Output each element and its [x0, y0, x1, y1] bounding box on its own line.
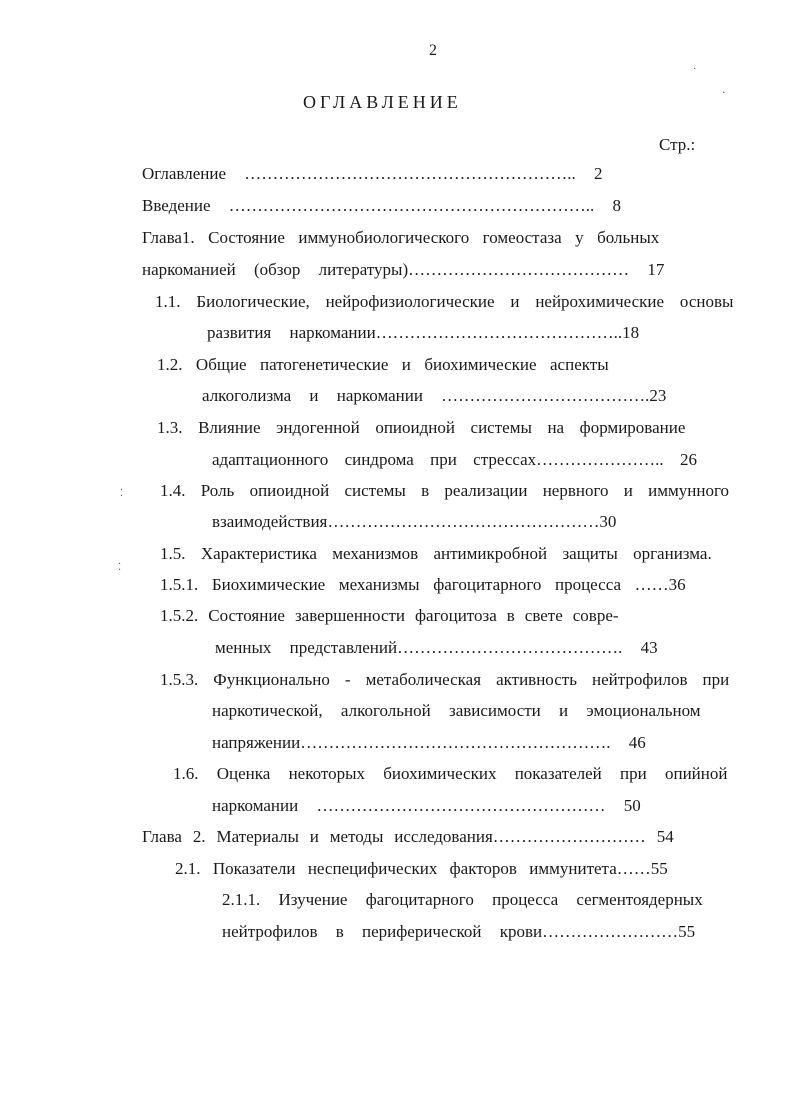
toc-entry[interactable]: 1.4. Роль опиоидной системы в реализации нервного и иммунного — [160, 481, 729, 500]
toc-entry[interactable]: напряжении………………………………………………. 46 — [212, 733, 646, 752]
toc-entry[interactable]: развития наркомании……………………………………..18 — [207, 323, 640, 342]
toc-entry[interactable]: 1.2. Общие патогенетические и биохимические аспекты — [157, 355, 609, 374]
toc-entry[interactable]: взаимодействия…………………………………………30 — [212, 512, 617, 531]
toc-entry[interactable]: алкоголизма и наркомании ……………………………….23 — [202, 386, 667, 405]
toc-entry[interactable]: Глава1. Состояние иммунобиологического гомеостаза у больных — [142, 228, 660, 247]
toc-entry[interactable]: 2.1. Показатели неспецифических факторов иммунитета……55 — [175, 859, 668, 878]
toc-entry[interactable]: 1.3. Влияние эндогенной опиоидной системы на формирование — [157, 418, 686, 437]
toc-entry[interactable]: 1.1. Биологические, нейрофизиологические и нейрохимические основы — [155, 292, 734, 311]
scan-speck: · — [722, 88, 726, 99]
toc-entry[interactable]: 1.5.3. Функционально - метаболическая активность нейтрофилов при — [160, 670, 730, 689]
toc-entry[interactable]: 1.5. Характеристика механизмов антимикробной защиты организма. — [160, 544, 712, 563]
pages-column-label: Стр.: — [659, 135, 696, 154]
page-title: ОГЛАВЛЕНИЕ — [303, 92, 462, 112]
toc-entry[interactable]: наркотической, алкогольной зависимости и эмоциональном — [212, 701, 701, 720]
scan-speck: · — [693, 64, 697, 75]
toc-entry[interactable]: наркоманией (обзор литературы)………………………………… 17 — [142, 260, 665, 279]
toc-entry[interactable]: наркомании …………………………………………… 50 — [212, 796, 641, 815]
toc-entry[interactable]: адаптационного синдрома при стрессах………………….. 26 — [212, 450, 697, 469]
toc-entry[interactable]: Введение ……………………………………………………….. 8 — [142, 196, 622, 215]
toc-entry[interactable]: 1.5.1. Биохимические механизмы фагоцитарного процесса ……36 — [160, 575, 686, 594]
page-number: 2 — [429, 42, 437, 59]
toc-entry[interactable]: 2.1.1. Изучение фагоцитарного процесса сегментоядерных — [222, 890, 703, 909]
toc-entry[interactable]: менных представлений…………………………………. 43 — [215, 638, 658, 657]
scan-speck: ⁚ — [118, 562, 122, 573]
toc-entry[interactable]: Оглавление ………………………………………………….. 2 — [142, 164, 603, 183]
toc-entry[interactable]: 1.6. Оценка некоторых биохимических показателей при опийной — [173, 764, 728, 783]
toc-entry[interactable]: 1.5.2. Состояние завершенности фагоцитоза в свете совре- — [160, 606, 619, 625]
toc-entry[interactable]: нейтрофилов в периферической крови……………………55 — [222, 922, 696, 941]
toc-entry[interactable]: Глава 2. Материалы и методы исследования……………………… 54 — [142, 827, 674, 846]
scan-speck: ⁚ — [120, 488, 124, 499]
